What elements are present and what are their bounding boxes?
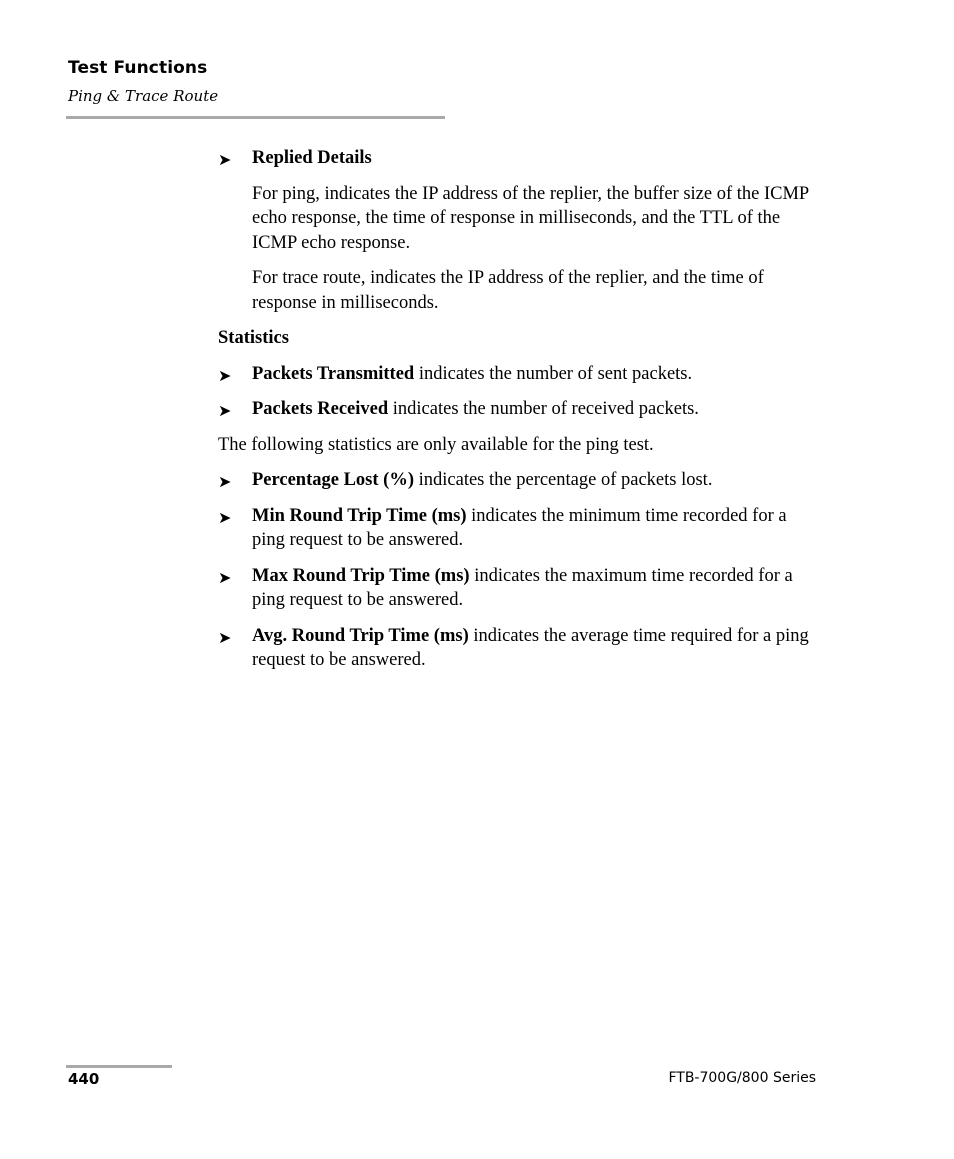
- arrowhead-right-icon: ➤: [218, 472, 232, 491]
- arrowhead-right-icon: ➤: [218, 150, 232, 169]
- list-item-packets-transmitted: [218, 362, 818, 387]
- list-item-min-round-trip: [218, 504, 818, 553]
- ping-only-note: The following statistics are only available for the ping test.: [218, 434, 654, 455]
- description: indicates the percentage of packets lost.: [414, 470, 713, 490]
- term-replied-details: Replied Details: [252, 148, 372, 168]
- arrowhead-right-icon: ➤: [218, 627, 232, 647]
- arrowhead-right-icon: ➤: [218, 401, 232, 420]
- list-item-replied-details: [218, 146, 818, 171]
- term: Avg. Round Trip Time (ms): [252, 625, 469, 646]
- description: indicates the average time required for a ping request to be answered.: [252, 625, 809, 670]
- term: Max Round Trip Time (ms): [252, 565, 470, 586]
- term: Min Round Trip Time (ms): [252, 505, 467, 526]
- arrowhead-right-icon: ➤: [218, 507, 232, 527]
- description: indicates the number of sent packets.: [414, 363, 693, 384]
- list-item-packets-received: [218, 397, 818, 422]
- replied-details-trace-paragraph: For trace route, indicates the IP address of the replier, and the time of response in milliseconds.: [252, 268, 764, 313]
- statistics-heading: Statistics: [218, 328, 289, 348]
- section-subtitle: Ping & Trace Route: [68, 87, 219, 105]
- arrowhead-right-icon: ➤: [218, 567, 232, 587]
- section-title: Test Functions: [68, 58, 208, 78]
- list-item-max-round-trip: [218, 564, 818, 613]
- page-number: 440: [68, 1070, 100, 1088]
- arrowhead-right-icon: ➤: [218, 365, 232, 385]
- footer-divider: [66, 1065, 172, 1068]
- term: Packets Transmitted: [252, 363, 415, 384]
- term: Packets Received: [252, 399, 389, 419]
- product-series: FTB-700G/800 Series: [668, 1070, 816, 1086]
- description: indicates the maximum time recorded for a ping request to be answered.: [252, 565, 793, 610]
- page-content: [218, 146, 818, 673]
- description: indicates the number of received packets.: [388, 399, 699, 419]
- list-item-percentage-lost: [218, 468, 818, 493]
- replied-details-ping-paragraph: For ping, indicates the IP address of the replier, the buffer size of the ICMP echo response, the time of response in milliseconds, and the TTL of the ICMP echo response.: [252, 183, 809, 253]
- term: Percentage Lost (%): [252, 470, 414, 490]
- header-divider: [66, 116, 445, 119]
- description: indicates the minimum time recorded for a ping request to be answered.: [252, 505, 787, 550]
- list-item-avg-round-trip: [218, 624, 818, 673]
